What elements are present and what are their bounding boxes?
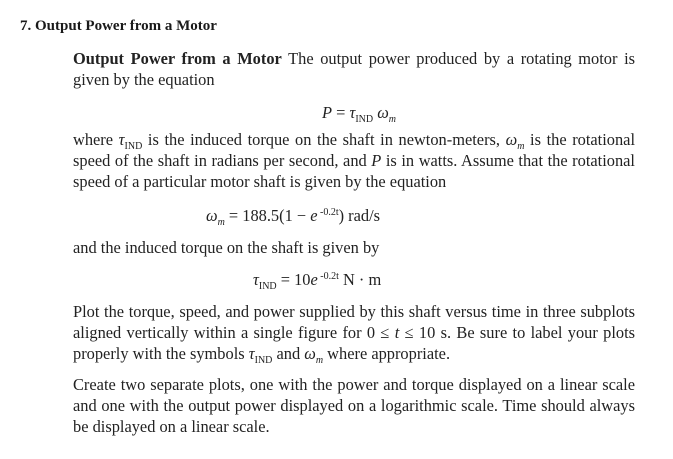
- torque-subscript: IND: [258, 281, 277, 292]
- intro-text: The output power produced by a rotating motor is given by the equation: [73, 49, 635, 89]
- omega-subscript: m: [315, 355, 324, 366]
- speed-exponent: -0.2t: [317, 207, 339, 218]
- omega-symbol: ω: [505, 130, 518, 149]
- plot-instructions-2: Create two separate plots, one with the power and torque displayed on a linear scale and one with the output power displayed on a logarithmic scale. Time should always be displayed on a linear scale.: [73, 375, 635, 436]
- torque-intro: and the induced torque on the shaft is given by: [73, 238, 380, 257]
- speed-equation: [73, 205, 635, 226]
- torque-unit: N · m: [338, 270, 382, 289]
- omega-subscript: m: [217, 217, 225, 228]
- omega-symbol: ω: [304, 344, 316, 363]
- omega-subscript: m: [388, 114, 397, 125]
- torque-exponent: -0.2t: [317, 271, 339, 282]
- torque-symbol: τ: [253, 270, 259, 289]
- plot1-text-4: where appropriate.: [323, 344, 451, 363]
- speed-equation-middle: = 188.5(1 −: [224, 206, 311, 225]
- torque-subscript: IND: [355, 114, 374, 125]
- where-text-1: where: [73, 130, 119, 149]
- power-equation: [73, 102, 635, 123]
- power-symbol: P: [371, 151, 382, 170]
- torque-equation: [73, 269, 635, 290]
- speed-equation-end: ) rad/s: [338, 206, 381, 225]
- torque-subscript: IND: [254, 355, 273, 366]
- torque-equation-middle: = 10: [276, 270, 311, 289]
- torque-subscript: IND: [124, 141, 143, 152]
- where-text-4: is in watts. Assume that the rotational speed of a particular motor shaft is given by the equation: [73, 151, 635, 191]
- plot1-text-3: and: [272, 344, 305, 363]
- where-text-3: is the rotational speed of the shaft in radians per second, and: [73, 130, 636, 170]
- plot1-text-2: ≤ 10 s. Be sure to label your plots properly with the symbols: [73, 323, 635, 363]
- torque-symbol: τ: [349, 103, 356, 122]
- torque-symbol: τ: [248, 344, 255, 363]
- problem-body: [73, 48, 635, 437]
- power-symbol: P: [321, 103, 332, 122]
- intro-paragraph: [73, 48, 635, 90]
- plot-instructions-1: [73, 301, 635, 364]
- omega-subscript: m: [517, 141, 525, 152]
- problem-lead-title: Output Power from a Motor: [73, 49, 282, 68]
- euler-e: e: [310, 206, 318, 225]
- where-text-2: is the induced torque on the shaft in newton-meters,: [142, 130, 506, 149]
- euler-e: e: [310, 270, 318, 289]
- time-symbol: t: [394, 323, 400, 342]
- omega-symbol: ω: [373, 103, 389, 122]
- equals-sign: =: [332, 103, 350, 122]
- where-paragraph: [73, 129, 635, 192]
- problem-heading: 7. Output Power from a Motor: [20, 18, 217, 34]
- plot1-text-1: Plot the torque, speed, and power supplied by this shaft versus time in three subplots aligned vertically within a single figure for 0 ≤: [73, 302, 635, 342]
- torque-symbol: τ: [118, 130, 125, 149]
- omega-symbol: ω: [206, 206, 218, 225]
